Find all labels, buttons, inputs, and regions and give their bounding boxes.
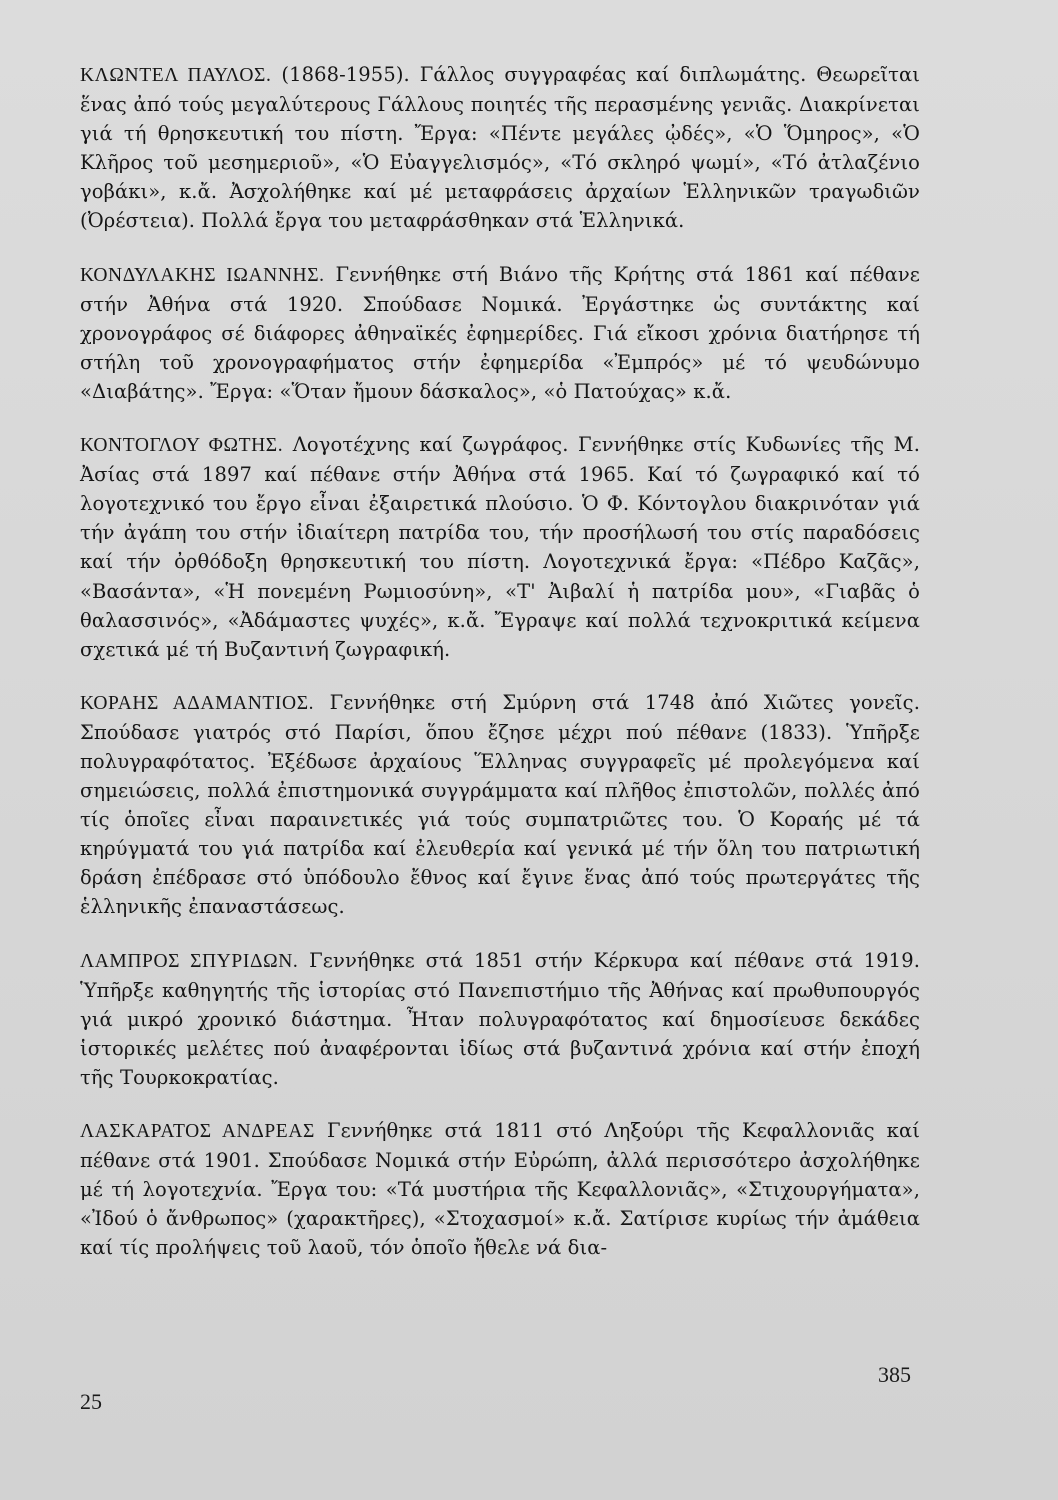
entry-body: Γεννήθηκε στά 1851 στήν Κέρκυρα καί πέθανε στά 1919. Ὑπῆρξε καθηγητής τῆς ἱστορίας στό Πανεπιστήμιο τῆς Ἀθήνας καί πρωθυπουργός γιά μικρό χρονικό διάστημα. Ἦταν πολυγραφότατος καί δημοσίευσε δεκάδες ἱστορικές μελέτες πού ἀναφέρονται ἰδίως στά βυζαντινά χρόνια καί στήν ἐποχή τῆς Τουρκοκρατίας. xyxy=(80,948,920,1089)
entry-lampros xyxy=(80,946,920,1092)
entry-headword: ΚΟΝΤΟΓΛΟΥ ΦΩΤΗΣ. xyxy=(80,435,284,457)
entry-claudel xyxy=(80,60,920,236)
entry-headword: ΚΟΡΑΗΣ ΑΔΑΜΑΝΤΙΟΣ. xyxy=(80,692,315,714)
dictionary-column xyxy=(80,60,920,1286)
entry-headword: ΚΛΩΝΤΕΛ ΠΑΥΛΟΣ. xyxy=(80,65,272,86)
entry-body: Γεννήθηκε στή Σμύρνη στά 1748 ἀπό Χιῶτες γονεῖς. Σπούδασε γιατρός στό Παρίσι, ὅπου ἔζησε μέχρι πού πέθανε (1833). Ὑπῆρξε πολυγραφότατος. Ἐξέδωσε ἀρχαίους Ἕλληνας συγγραφεῖς μέ προλεγόμενα καί σημειώσεις, πολλά ἐπιστημονικά συγγράμματα καί πλῆθος ἐπιστολῶν, πολλές ἀπό τίς ὁποῖες εἶναι παραινετικές γιά τούς συμπατριῶτες του. Ὁ Κοραής μέ τά κηρύγματά του γιά πατρίδα καί ἐλευθερία καί γενικά μέ τήν ὅλη του πατριωτική δράση ἐπέδρασε στό ὑπόδουλο ἔθνος καί ἔγινε ἕνας ἀπό τούς πρωτεργάτες τῆς ἑλληνικῆς ἐπαναστάσεως. xyxy=(80,690,920,919)
entry-laskaratos xyxy=(80,1116,920,1262)
entry-korais xyxy=(80,688,920,922)
entry-headword: ΛΑΜΠΡΟΣ ΣΠΥΡΙΔΩΝ. xyxy=(80,950,299,972)
entry-body: Γεννήθηκε στή Βιάνο τῆς Κρήτης στά 1861 καί πέθανε στήν Ἀθήνα στά 1920. Σπούδασε Νομικά. Ἐργάστηκε ὡς συντάκτης καί χρονογράφος σέ διάφορες ἀθηναϊκές ἐφημερίδες. Γιά εἴκοσι χρόνια διατήρησε τή στήλη τοῦ χρονογραφήματος στήν ἐφημερίδα «Ἐμπρός» μέ τό ψευδώνυμο «Διαβάτης». Ἔργα: «Ὅταν ἤμουν δάσκαλος», «ὁ Πατούχας» κ.ἄ. xyxy=(80,262,920,403)
entry-kondylakis xyxy=(80,260,920,406)
entry-body: Λογοτέχνης καί ζωγράφος. Γεννήθηκε στίς Κυδωνίες τῆς Μ. Ἀσίας στά 1897 καί πέθανε στήν Ἀθήνα στά 1965. Καί τό ζωγραφικό καί τό λογοτεχνικό του ἔργο εἶναι ἐξαιρετικά πλούσιο. Ὁ Φ. Κόντογλου διακρινόταν γιά τήν ἀγάπη του στήν ἰδιαίτερη πατρίδα του, τήν προσήλωσή του στίς παραδόσεις καί τήν ὀρθόδοξη θρησκευτική του πίστη. Λογοτεχνικά ἔργα: «Πέδρο Καζᾶς», «Βασάντα», «Ἡ πονεμένη Ρωμιοσύνη», «Τ' Ἀιβαλί ἡ πατρίδα μου», «Γιαβᾶς ὁ θαλασσινός», «Ἀδάμαστες ψυχές», κ.ἄ. Ἔγραψε καί πολλά τεχνοκριτικά κείμενα σχετικά μέ τή Βυζαντινή ζωγραφική. xyxy=(80,433,920,661)
page-number: 385 xyxy=(878,1362,911,1387)
entry-body: (1868-1955). Γάλλος συγγραφέας καί διπλωμάτης. Θεωρεῖται ἕνας ἀπό τούς μεγαλύτερους Γάλλους ποιητές τῆς περασμένης γενιᾶς. Διακρίνεται γιά τή θρησκευτική του πίστη. Ἔργα: «Πέντε μεγάλες ᾠδές», «Ὁ Ὅμηρος», «Ὁ Κλῆρος τοῦ μεσημεριοῦ», «Ὁ Εὐαγγελισμός», «Τό σκληρό ψωμί», «Τό ἀτλαζένιο γοβάκι», κ.ἄ. Ἀσχολήθηκε καί μέ μεταφράσεις ἀρχαίων Ἑλληνικῶν τραγωδιῶν (Ὀρέστεια). Πολλά ἔργα του μεταφράσθηκαν στά Ἑλληνικά. xyxy=(80,63,920,233)
signature-mark: 25 xyxy=(80,1389,102,1414)
entry-headword: ΚΟΝΔΥΛΑΚΗΣ ΙΩΑΝΝΗΣ. xyxy=(80,264,325,286)
entry-kontoglou xyxy=(80,430,920,664)
entry-body: Γεννήθηκε στά 1811 στό Ληξούρι τῆς Κεφαλλονιᾶς καί πέθανε στά 1901. Σπούδασε Νομικά στήν Εὐρώπη, ἀλλά περισσότερο ἀσχολήθηκε μέ τή λογοτεχνία. Ἔργα του: «Τά μυστήρια τῆς Κεφαλλονιᾶς», «Στιχουργήματα», «Ἰδού ὁ ἄνθρωπος» (χαρακτῆρες), «Στοχασμοί» κ.ἄ. Σατίρισε κυρίως τήν ἀμάθεια καί τίς προλήψεις τοῦ λαοῦ, τόν ὁποῖο ἤθελε νά δια- xyxy=(80,1119,920,1260)
entry-headword: ΛΑΣΚΑΡΑΤΟΣ ΑΝΔΡΕΑΣ xyxy=(80,1121,315,1142)
